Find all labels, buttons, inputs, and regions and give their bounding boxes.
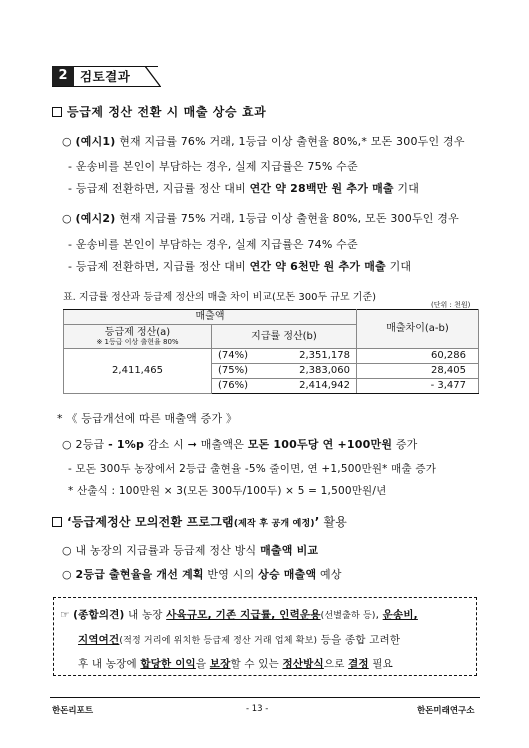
improvement-sub-2: * 산출식 : 100만원 × 3(모돈 300두/100두) × 5 = 1,500만원/년 <box>68 485 387 497</box>
square-bullet-icon <box>52 517 62 527</box>
table-header-diff: 매출차이(a-b) <box>357 310 479 349</box>
summary-l3-g: 으로 <box>323 658 349 670</box>
table-header-grade <box>64 325 212 349</box>
summary-l3-f: 정산방식 <box>282 658 324 670</box>
example-1-line <box>62 133 465 149</box>
summary-line-1 <box>60 607 418 622</box>
page-number: - 13 - <box>246 704 269 714</box>
table-unit: (단위 : 천원) <box>431 301 471 309</box>
table-header-grade-label: 등급제 정산(a) <box>104 327 171 338</box>
pointing-hand-icon: ☞ <box>60 609 70 621</box>
example-2-line <box>62 210 459 226</box>
item-1 <box>62 542 318 558</box>
improve-bold-1: - 1%p <box>108 438 145 451</box>
summary-l3-c: 을 <box>195 658 210 670</box>
example-2-sub-1: - 운송비를 본인이 부담하는 경우, 실제 지급률은 74% 수준 <box>68 238 358 251</box>
table-rate: (75%) <box>218 365 249 376</box>
item-2-bold: 2등급 출현율을 개선 계획 <box>75 568 204 581</box>
improvement-line <box>62 436 418 452</box>
example-1-sub-2-bold: 연간 약 28백만 원 추가 매출 <box>249 182 394 195</box>
table-diff: - 3,477 <box>357 379 479 394</box>
example-1-sub-2-post: 기대 <box>393 182 420 195</box>
table-header-rate: 지급률 정산(b) <box>212 325 357 349</box>
table-rate-cell <box>212 379 357 394</box>
example-2-text: 현재 지급률 75% 거래, 1등급 이상 출현율 80%, 모돈 300두인 경우 <box>119 212 459 225</box>
summary-l2-a: 지역여건 <box>78 634 120 646</box>
summary-l3-d: 보장 <box>209 658 231 670</box>
heading-1 <box>52 103 266 120</box>
circle-bullet-icon: ○ <box>62 212 72 225</box>
summary-l3-b: 합당한 이익 <box>140 658 196 670</box>
summary-l1-c: (선별출하 등) <box>320 611 376 621</box>
item-1-pre: 내 농장의 지급률과 등급제 정산 방식 <box>75 544 261 557</box>
section-title: 검토결과 <box>74 66 158 86</box>
footer-divider <box>50 697 480 698</box>
table-diff: 60,286 <box>357 349 479 364</box>
summary-l1-e: 운송비, <box>382 609 418 621</box>
example-2-label: (예시2) <box>75 212 116 225</box>
example-1-sub-1: - 운송비를 본인이 부담하는 경우, 실제 지급률은 75% 수준 <box>68 160 358 173</box>
summary-l1-d: , <box>375 609 383 621</box>
table-header-group: 매출액 <box>64 310 357 325</box>
table-amount: 2,414,942 <box>299 380 350 391</box>
example-1-sub-2-pre: - 등급제 전환하면, 지급률 정산 대비 <box>68 182 250 195</box>
improvement-note: * 《 등급개선에 따른 매출액 증가 》 <box>57 412 238 425</box>
summary-l2-c: 등을 종합 고려한 <box>317 634 401 646</box>
example-1-sub-2 <box>68 180 419 196</box>
heading-2-close: ’ <box>314 515 320 529</box>
square-bullet-icon <box>52 107 62 117</box>
heading-1-text: 등급제 정산 전환 시 매출 상승 효과 <box>67 105 267 119</box>
item-2 <box>62 566 342 582</box>
table-rate-cell <box>212 349 357 364</box>
section-title-slant <box>145 66 161 86</box>
summary-l1-b: 사육규모, 기존 지급률, 인력운용 <box>166 609 321 621</box>
section-underline <box>52 86 161 87</box>
item-2-post: 예상 <box>316 568 342 581</box>
improve-mid-2: 매출액은 <box>197 438 248 451</box>
arrow-right-icon: ➞ <box>187 438 198 451</box>
circle-bullet-icon: ○ <box>62 438 72 451</box>
example-1-label: (예시1) <box>75 135 116 148</box>
table-header-grade-note: ※ 1등급 이상 출현율 80% <box>96 338 179 346</box>
summary-l2-b: (적정 거리에 위치한 등급제 정산 거래 업체 확보) <box>119 636 318 646</box>
table-row <box>64 349 479 364</box>
table-grade-value: 2,411,465 <box>64 349 212 394</box>
heading-2 <box>52 513 347 530</box>
summary-l3-i: 필요 <box>368 658 394 670</box>
heading-2-title: ‘등급제정산 모의전환 프로그램 <box>67 515 234 529</box>
table-rate: (76%) <box>218 380 249 391</box>
improvement-sub-1: - 모돈 300두 농장에서 2등급 출현율 -5% 줄이면, 연 +1,500만원* 매출 증가 <box>68 463 437 475</box>
circle-bullet-icon: ○ <box>62 544 72 557</box>
example-2-sub-2-bold: 연간 약 6천만 원 추가 매출 <box>249 260 386 273</box>
improve-bold-2: 모돈 100두당 연 +100만원 <box>247 438 393 451</box>
summary-label: (종합의견) <box>73 609 125 621</box>
summary-line-3 <box>78 656 393 671</box>
improve-post: 증가 <box>392 438 418 451</box>
footer-left: 한돈리포트 <box>52 706 94 716</box>
example-1-text: 현재 지급률 76% 거래, 1등급 이상 출현율 80%,* 모돈 300두인 경우 <box>119 135 465 148</box>
summary-l3-e: 할 수 있는 <box>230 658 283 670</box>
improve-pre: 2등급 <box>75 438 109 451</box>
summary-l1-a: 내 농장 <box>124 609 167 621</box>
heading-2-small: (제작 후 공개 예정) <box>233 519 315 529</box>
comparison-table <box>63 309 479 394</box>
circle-bullet-icon: ○ <box>62 568 72 581</box>
item-1-bold: 매출액 비교 <box>260 544 319 557</box>
item-2-bold-2: 상승 매출액 <box>258 568 317 581</box>
summary-line-2 <box>78 632 400 647</box>
example-2-sub-2-pre: - 등급제 전환하면, 지급률 정산 대비 <box>68 260 250 273</box>
table-rate-cell <box>212 364 357 379</box>
improve-mid: 감소 시 <box>144 438 188 451</box>
footer-right: 한돈미래연구소 <box>417 706 475 716</box>
summary-l3-a: 후 내 농장에 <box>78 658 141 670</box>
heading-2-post: 활용 <box>319 515 348 529</box>
table-caption: 표. 지급률 정산과 등급제 정산의 매출 차이 비교(모돈 300두 규모 기준) <box>63 292 377 303</box>
circle-bullet-icon: ○ <box>62 135 72 148</box>
table-amount: 2,383,060 <box>299 365 350 376</box>
section-number: 2 <box>52 66 74 86</box>
example-2-sub-2 <box>68 258 411 274</box>
table-rate: (74%) <box>218 350 249 361</box>
table-diff: 28,405 <box>357 364 479 379</box>
item-2-mid: 반영 시의 <box>203 568 259 581</box>
summary-l3-h: 결정 <box>348 658 369 670</box>
example-2-sub-2-post: 기대 <box>385 260 412 273</box>
table-amount: 2,351,178 <box>299 350 350 361</box>
